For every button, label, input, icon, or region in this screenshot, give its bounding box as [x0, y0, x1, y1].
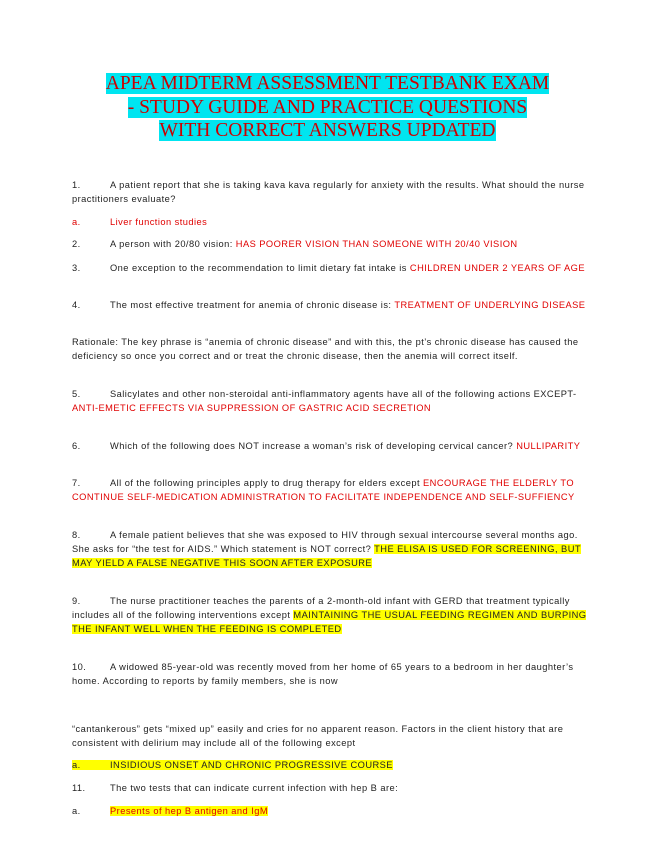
question-8 — [72, 528, 592, 570]
question-number: 2. — [72, 239, 81, 249]
question-number: 10. — [72, 662, 87, 672]
question-3 — [72, 261, 592, 275]
question-number: 4. — [72, 300, 81, 310]
question-number: 6. — [72, 441, 81, 451]
title-line-1: APEA MIDTERM ASSESSMENT TESTBANK EXAM — [105, 73, 550, 94]
question-5 — [72, 387, 592, 415]
document-title — [40, 72, 615, 143]
question-text: All of the following principles apply to drug therapy for elders except — [110, 478, 424, 488]
question-text: A patient report that she is taking kava kava regularly for anxiety with the results. What should the nurse practitioners evaluate? — [72, 180, 585, 204]
title-line-3: WITH CORRECT ANSWERS UPDATED — [159, 120, 496, 141]
question-10 — [72, 660, 592, 688]
answer-text-highlighted: INSIDIOUS ONSET AND CHRONIC PROGRESSIVE COURSE — [110, 760, 393, 770]
question-2 — [72, 237, 592, 251]
answer-text: TREATMENT OF UNDERLYING DISEASE — [394, 300, 586, 310]
answer-text: Liver function studies — [110, 217, 208, 227]
title-line-2: - STUDY GUIDE AND PRACTICE QUESTIONS — [127, 96, 528, 118]
question-6 — [72, 439, 592, 453]
question-4 — [72, 298, 592, 312]
answer-text-highlighted: THE ELISA IS USED FOR SCREENING, BUT MAY YIELD A FALSE NEGATIVE THIS SOON AFTER EXPOSURE — [72, 544, 581, 568]
answer-text: HAS POORER VISION THAN SOMEONE WITH 20/40 VISION — [235, 239, 518, 249]
question-number: 1. — [72, 180, 81, 190]
question-text: A female patient believes that she was exposed to HIV through sexual intercourse several months ago. She asks for “the test for AIDS.” Which statement is NOT correct? — [72, 530, 578, 554]
answer-letter: a. — [72, 217, 81, 227]
question-number: 7. — [72, 478, 81, 488]
answer-letter: a. — [72, 806, 81, 816]
question-7 — [72, 476, 592, 504]
question-9 — [72, 594, 592, 636]
question-text: The most effective treatment for anemia of chronic disease is: — [110, 300, 395, 310]
answer-text: CHILDREN UNDER 2 YEARS OF AGE — [409, 263, 586, 273]
question-10-continued: “cantankerous” gets “mixed up” easily and cries for no apparent reason. Factors in the client history that are consistent with delirium may include all of the following except — [72, 724, 564, 748]
answer-text: ANTI-EMETIC EFFECTS VIA SUPPRESSION OF GASTRIC ACID SECRETION — [72, 403, 432, 413]
question-text: The nurse practitioner teaches the parents of a 2-month-old infant with GERD that treatment typically includes all of the following interventions except — [72, 596, 570, 620]
question-text: A widowed 85-year-old was recently moved from her home of 65 years to a bedroom in her daughter’s home. According to reports by family members, she is now — [72, 662, 574, 686]
answer-text-highlighted: Presents of hep B antigen and IgM — [110, 806, 269, 816]
answer-text: ENCOURAGE THE ELDERLY TO CONTINUE SELF-MEDICATION ADMINISTRATION TO FACILITATE INDEPENDENCE AND SELF-SUFFIENCY — [72, 478, 575, 502]
answer-1 — [72, 215, 592, 229]
question-text: One exception to the recommendation to limit dietary fat intake is — [110, 263, 410, 273]
rationale: Rationale: The key phrase is “anemia of chronic disease” and with this, the pt’s chronic disease has caused the deficiency so once you correct and or treat the chronic disease, then the anemia will correct itself. — [72, 337, 579, 361]
question-number: 8. — [72, 530, 81, 540]
answer-10 — [72, 758, 592, 772]
question-text: A person with 20/80 vision: — [110, 239, 236, 249]
question-text: Which of the following does NOT increase a woman’s risk of developing cervical cancer? — [110, 441, 517, 451]
question-number: 5. — [72, 389, 81, 399]
question-11 — [72, 781, 592, 795]
question-text: Salicylates and other non-steroidal anti-inflammatory agents have all of the following actions EXCEPT- — [110, 389, 577, 399]
answer-text: NULLIPARITY — [516, 441, 581, 451]
answer-11 — [72, 804, 592, 818]
answer-text-highlighted: MAINTAINING THE USUAL FEEDING REGIMEN AND BURPING THE INFANT WELL WHEN THE FEEDING IS COMPLETED — [72, 610, 587, 634]
answer-letter: a. — [72, 760, 81, 770]
question-number: 9. — [72, 596, 81, 606]
question-number: 11. — [72, 783, 86, 793]
question-text: The two tests that can indicate current infection with hep B are: — [110, 783, 399, 793]
question-1 — [72, 178, 592, 206]
question-number: 3. — [72, 263, 81, 273]
